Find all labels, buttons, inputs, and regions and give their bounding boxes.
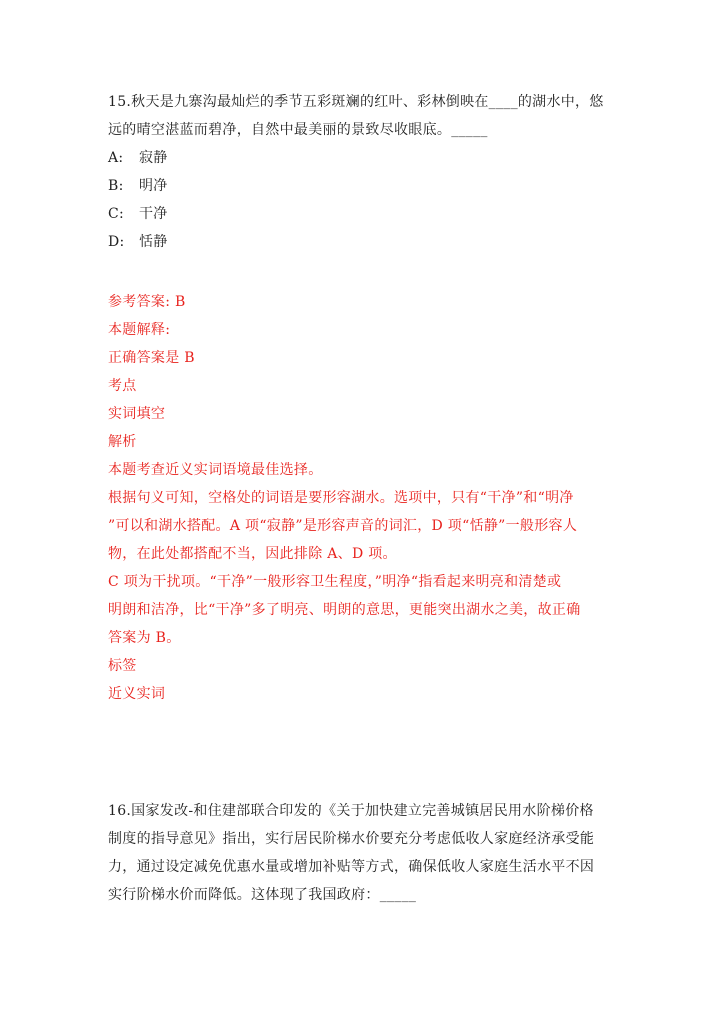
- topic-heading: 考点: [108, 378, 137, 394]
- option-d-key: D:: [108, 234, 125, 250]
- option-d: [108, 228, 628, 256]
- option-c-key: C:: [108, 206, 125, 222]
- analysis-line-2: 根据句义可知，空格处的词语是要形容湖水。选项中，只有“干净”和“明净: [108, 490, 574, 506]
- explanation-heading: 本题解释:: [108, 322, 171, 338]
- question-15-stem-line-1: 15.秋天是九寨沟最灿烂的季节五彩斑斓的红叶、彩林倒映在____的湖水中，悠: [108, 94, 604, 110]
- analysis-line-6: 明朗和洁净，比“干净”多了明亮、明朗的意思，更能突出湖水之美，故正确: [108, 602, 581, 618]
- answer-explanation-15: [108, 288, 628, 708]
- topic-value: 实词填空: [108, 406, 166, 422]
- option-d-text: 恬静: [139, 234, 168, 250]
- option-a-key: A:: [108, 150, 124, 166]
- analysis-line-7: 答案为 B。: [108, 630, 181, 646]
- option-b: [108, 172, 628, 200]
- option-b-text: 明净: [139, 178, 168, 194]
- question-16-stem-line-2: 制度的指导意见》指出，实行居民阶梯水价要充分考虑低收人家庭经济承受能: [108, 831, 595, 847]
- option-c: [108, 200, 628, 228]
- correct-answer: 正确答案是 B: [108, 350, 195, 366]
- tags-value: 近义实词: [108, 686, 166, 702]
- option-c-text: 干净: [139, 206, 168, 222]
- question-16: [108, 797, 628, 909]
- reference-answer: 参考答案: B: [108, 294, 186, 310]
- question-16-stem-line-1: 16.国家发改-和住建部联合印发的《关于加快建立完善城镇居民用水阶梯价格: [108, 803, 594, 819]
- analysis-line-5: C 项为干扰项。“干净”一般形容卫生程度，”明净“指看起来明亮和清楚或: [108, 574, 562, 590]
- analysis-heading: 解析: [108, 434, 137, 450]
- question-15-stem-line-2: 远的晴空湛蓝而碧净，自然中最美丽的景致尽收眼底。_____: [108, 122, 488, 138]
- analysis-line-1: 本题考查近义实词语境最佳选择。: [108, 462, 323, 478]
- question-16-stem-line-3: 力，通过设定减免优惠水量或增加补贴等方式，确保低收人家庭生活水平不因: [108, 859, 595, 875]
- tags-heading: 标签: [108, 658, 137, 674]
- analysis-line-3: ”可以和湖水搭配。A 项“寂静”是形容声音的词汇，D 项“恬静”一般形容人: [108, 518, 578, 534]
- analysis-line-4: 物，在此处都搭配不当，因此排除 A、D 项。: [108, 546, 397, 562]
- question-16-stem-line-4: 实行阶梯水价而降低。这体现了我国政府：_____: [108, 887, 417, 903]
- question-15: [108, 88, 628, 256]
- option-b-key: B:: [108, 178, 124, 194]
- option-a-text: 寂静: [139, 150, 168, 166]
- option-a: [108, 144, 628, 172]
